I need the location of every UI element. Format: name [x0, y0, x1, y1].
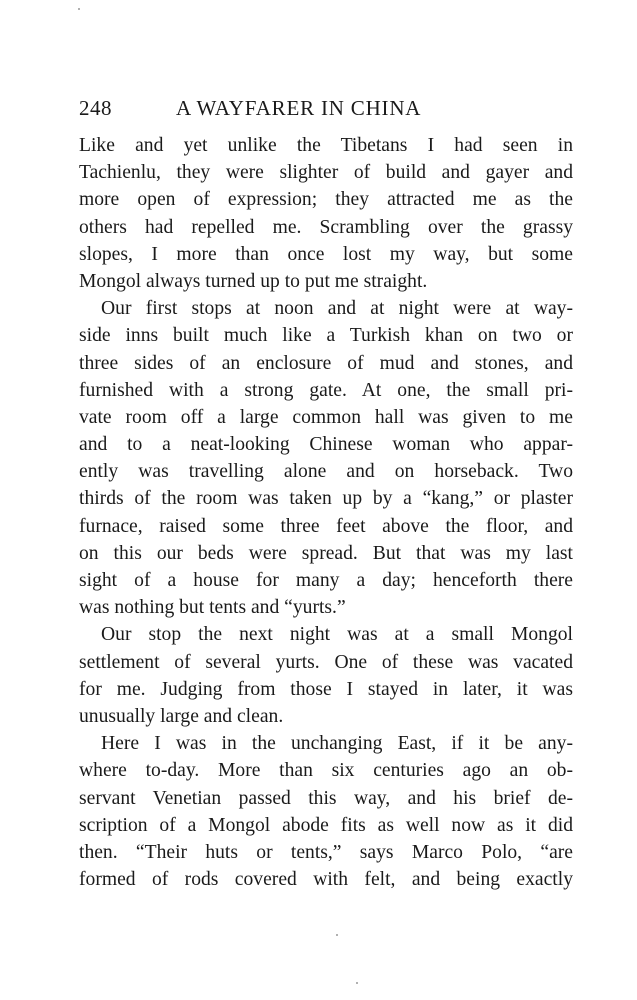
text-line: slopes, I more than once lost my way, but some [79, 243, 573, 265]
text-line: vate room off a large common hall was given to me [79, 406, 573, 428]
text-line: sight of a house for many a day; henceforth there [79, 570, 573, 591]
text-line: Like and yet unlike the Tibetans I had seen in [79, 135, 573, 156]
text-line: then. “Their huts or tents,” says Marco Polo, “are [79, 841, 573, 863]
text-line: side inns built much like a Turkish khan on two or [79, 325, 573, 347]
text-line: formed of rods covered with felt, and being exactly [79, 869, 573, 891]
text-line: thirds of the room was taken up by a “kang,” or plaster [79, 488, 573, 510]
page-header [79, 96, 573, 124]
book-page [79, 96, 573, 893]
paragraph [79, 621, 573, 730]
text-line: Our stop the next night was at a small Mongol [101, 624, 573, 646]
text-line: furnace, raised some three feet above the floor, and [79, 515, 573, 537]
text-line: three sides of an enclosure of mud and stones, and [79, 352, 573, 374]
text-line: more open of expression; they attracted me as the [79, 189, 573, 211]
paragraph [79, 132, 573, 295]
text-line: Mongol always turned up to put me straight. [79, 270, 428, 292]
text-line: Tachienlu, they were slighter of build and gayer and [79, 162, 573, 184]
text-line: settlement of several yurts. One of these was vacated [79, 651, 573, 673]
text-line: furnished with a strong gate. At one, the small pri- [79, 379, 573, 401]
body-text [79, 132, 573, 893]
scan-speck [336, 934, 338, 936]
text-line: was nothing but tents and “yurts.” [79, 597, 346, 619]
text-line: unusually large and clean. [79, 705, 284, 727]
paragraph [79, 295, 573, 621]
text-line: for me. Judging from those I stayed in later, it was [79, 678, 573, 700]
text-line: Here I was in the unchanging East, if it be any- [101, 733, 573, 755]
text-line: and to a neat-looking Chinese woman who appar- [79, 434, 573, 456]
text-line: Our first stops at noon and at night were at way- [101, 298, 573, 320]
scan-speck [356, 982, 358, 984]
text-line: servant Venetian passed this way, and his brief de- [79, 787, 573, 809]
text-line: ently was travelling alone and on horseback. Two [79, 461, 573, 483]
running-head: A WAYFARER IN CHINA [176, 96, 422, 120]
scan-speck [78, 8, 80, 10]
paragraph [79, 730, 573, 893]
text-line: scription of a Mongol abode fits as well now as it did [79, 814, 573, 836]
page-number: 248 [79, 96, 112, 120]
text-line: where to-day. More than six centuries ago an ob- [79, 760, 573, 782]
text-line: others had repelled me. Scrambling over the grassy [79, 216, 573, 238]
text-line: on this our beds were spread. But that was my last [79, 542, 573, 564]
